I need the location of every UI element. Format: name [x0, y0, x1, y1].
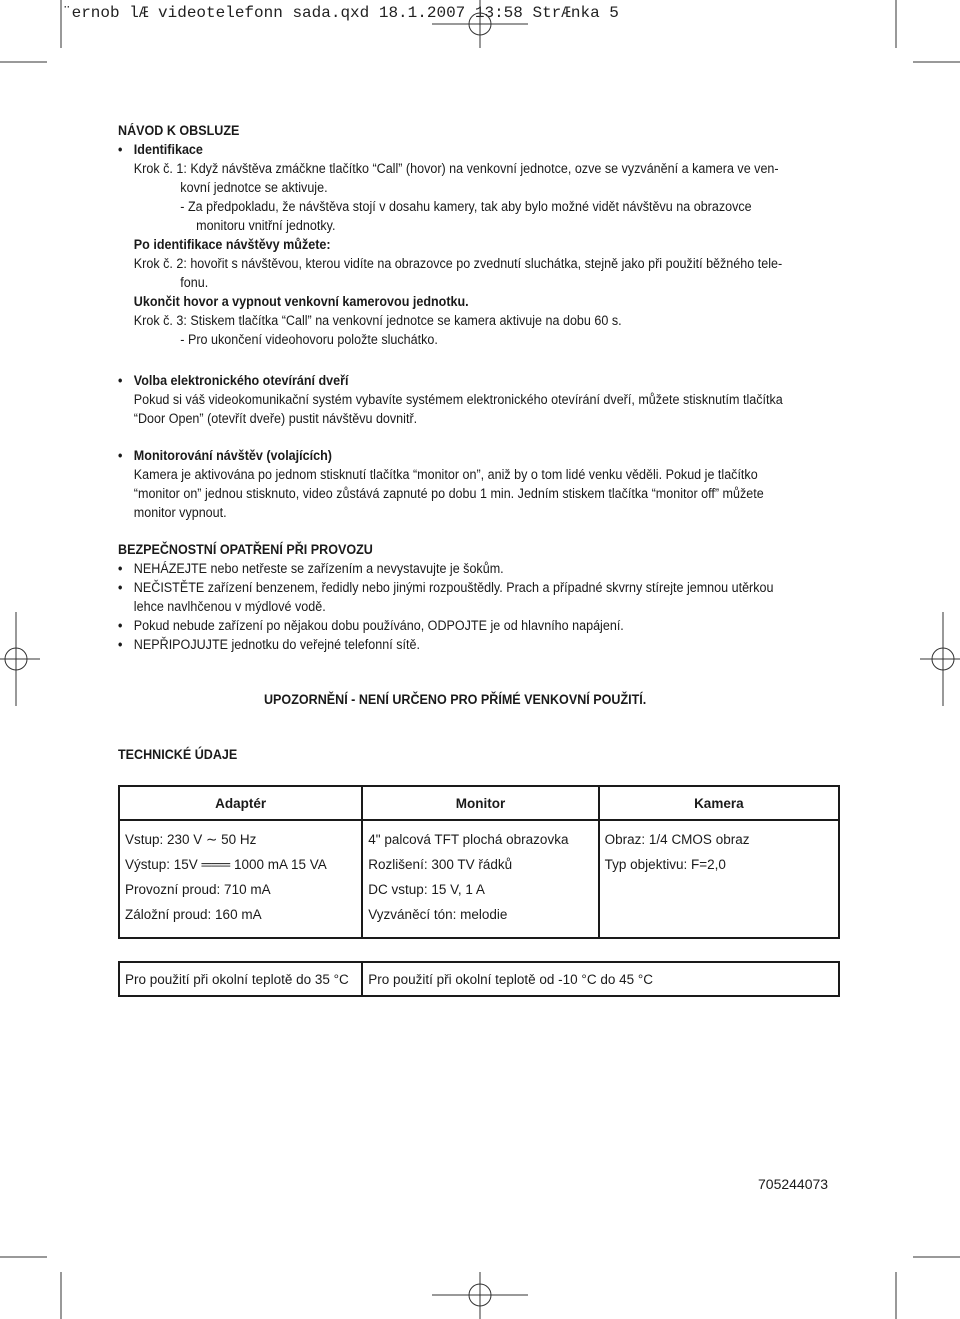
column-header: Kamera	[599, 786, 839, 820]
instructions-title: NÁVOD K OBSLUZE	[118, 123, 240, 138]
door-text-2: “Door Open” (otevřít dveře) pustit návštěvu dovnitř.	[133, 411, 418, 426]
file-header: ¨ernob lÆ videotelefonn sada.qxd 18.1.2007 13:58 StrÆnka 5	[62, 4, 619, 22]
spec-value: Provozní proud: 710 mA	[125, 882, 271, 897]
monitoring-text-2: “monitor on” jednou stisknuto, video zůstává zapnuté po dobu 1 min. Jedním stiskem tlačítka “monitor off” můžete	[133, 486, 764, 501]
step3-note: - Pro ukončení videohovoru položte sluchátko.	[180, 332, 438, 347]
after-identification-heading: Po identifikace návštěvy můžete:	[133, 237, 331, 252]
spec-value: Vyzváněcí tón: melodie	[368, 907, 508, 922]
table-header-row	[119, 786, 839, 820]
spec-value: Výstup: 15V ═══ 1000 mA 15 VA	[125, 857, 327, 872]
spec-value: 4" palcová TFT plochá obrazovka	[368, 832, 569, 847]
step3-text: Krok č. 3: Stiskem tlačítka “Call” na venkovní jednotce se kamera aktivuje na dobu 60 s.	[133, 313, 622, 328]
manual-content	[118, 121, 792, 764]
spec-value: Obraz: 1/4 CMOS obraz	[604, 832, 750, 847]
column-header: Adaptér	[119, 786, 362, 820]
safety-item-3: • Pokud nebude zařízení po nějakou dobu používáno, ODPOJTE je od hlavního napájení.	[118, 616, 792, 635]
door-text-1: Pokud si váš videokomunikační systém vybavíte systémem elektronického otevírání dveří, můžete stisknutím tlačítka	[133, 392, 783, 407]
end-call-heading: Ukončit hovor a vypnout venkovní kamerovou jednotku.	[133, 294, 469, 309]
safety-title: BEZPEČNOSTNÍ OPATŘENÍ PŘI PROVOZU	[118, 542, 373, 557]
step1-cont: kovní jednotce se aktivuje.	[180, 180, 328, 195]
safety-item-2: • NEČISTĚTE zařízení benzenem, ředidly nebo jinými rozpouštědly. Prach a případné skvrny stírejte jemnou utěrkou	[118, 578, 792, 597]
tech-title: TECHNICKÉ ÚDAJE	[118, 747, 238, 762]
table-row	[119, 820, 839, 938]
spec-value: Rozlišení: 300 TV řádků	[368, 857, 513, 872]
monitoring-text-1: Kamera je aktivována po jednom stisknutí tlačítka “monitor on”, aniž by o tom lidé venku věděli. Pokud je tlačítko	[133, 467, 758, 482]
table-spacer	[119, 938, 839, 962]
step2-text: Krok č. 2: hovořit s návštěvou, kterou vidíte na obrazovce po zvednutí sluchátka, stejně jako při použití běžného tele-	[133, 256, 783, 271]
tech-spec-table	[118, 785, 840, 997]
spec-value: Záložní proud: 160 mA	[125, 907, 262, 922]
spec-value: Typ objektivu: F=2,0	[604, 857, 726, 872]
spec-value: DC vstup: 15 V, 1 A	[368, 882, 485, 897]
step1-note2: monitoru vnitřní jednotky.	[196, 218, 336, 233]
spec-value: Vstup: 230 V ∼ 50 Hz	[125, 832, 257, 847]
step1-note1: - Za předpokladu, že návštěva stojí v dosahu kamery, tak aby bylo možné vidět návštěvu na obrazovce	[180, 199, 752, 214]
monitor-specs	[362, 820, 598, 938]
monitoring-text-3: monitor vypnout.	[133, 505, 227, 520]
column-header: Monitor	[362, 786, 598, 820]
outdoor-warning: UPOZORNĚNÍ - NENÍ URČENO PRO PŘÍMÉ VENKOVNÍ POUŽITÍ.	[263, 692, 647, 707]
safety-item-2-cont: lehce navlhčenou v mýdlové vodě.	[133, 599, 326, 614]
step2-cont: fonu.	[180, 275, 209, 290]
product-code: 705244073	[758, 1176, 829, 1192]
safety-item-1: • NEHÁZEJTE nebo netřeste se zařízením a nevystavujte je šokům.	[118, 559, 792, 578]
table-row	[119, 962, 839, 996]
adapter-temperature: Pro použití při okolní teplotě do 35 °C	[119, 962, 362, 996]
step1-text: Krok č. 1: Když návštěva zmáčkne tlačítko “Call” (hovor) na venkovní jednotce, ozve se vyzvánění a kamera ve ven-	[133, 161, 779, 176]
adapter-specs	[119, 820, 362, 938]
door-heading: • Volba elektronického otevírání dveří	[118, 371, 792, 390]
identification-heading: • Identifikace	[118, 140, 792, 159]
monitor-temperature: Pro použití při okolní teplotě od -10 °C do 45 °C	[362, 962, 839, 996]
monitoring-heading: • Monitorování návštěv (volajících)	[118, 446, 792, 465]
safety-item-4: • NEPŘIPOJUJTE jednotku do veřejné telefonní sítě.	[118, 635, 792, 654]
camera-specs	[599, 820, 839, 938]
